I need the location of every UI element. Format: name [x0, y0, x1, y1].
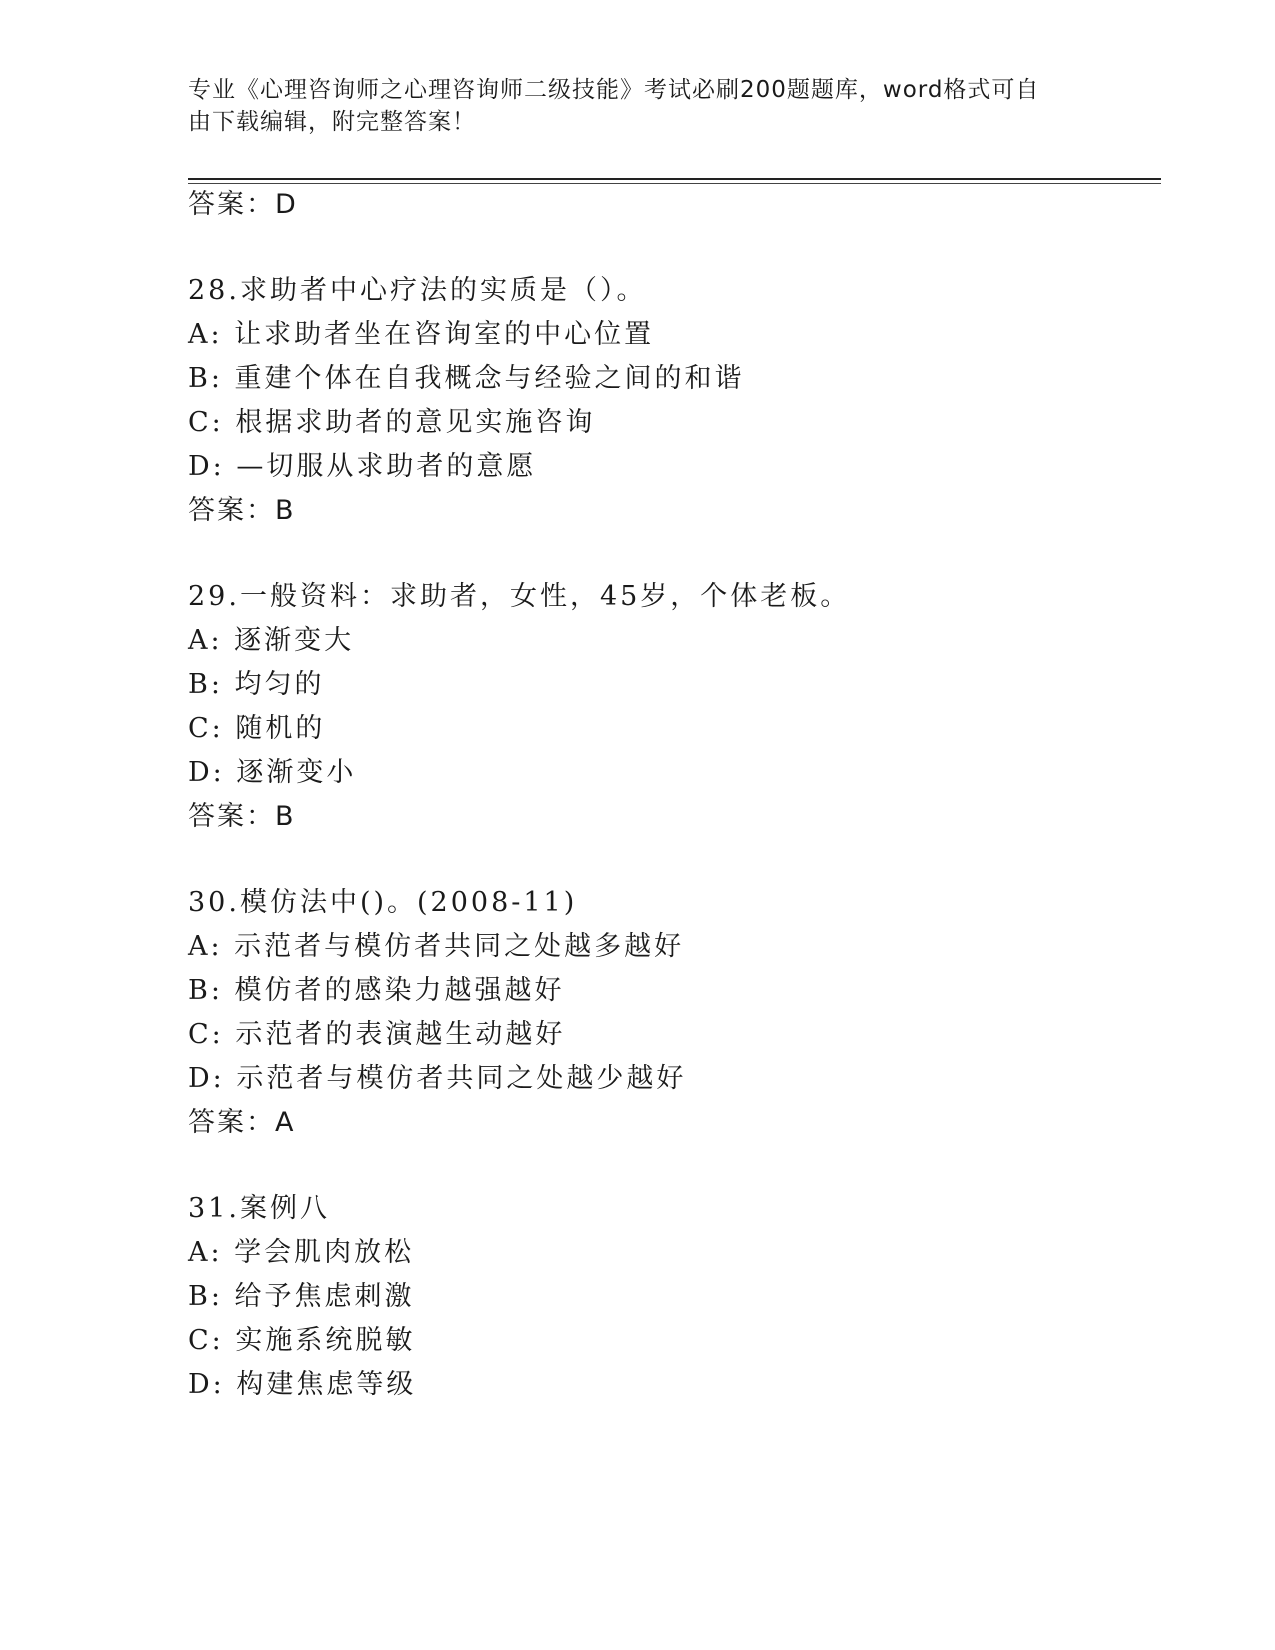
question-29-option-d: D: 逐渐变小	[188, 757, 357, 788]
question-31-option-a: A: 学会肌肉放松	[188, 1237, 415, 1268]
question-28-option-a: A: 让求助者坐在咨询室的中心位置	[188, 319, 655, 350]
question-30-option-c: C: 示范者的表演越生动越好	[188, 1019, 566, 1050]
question-28-option-c: C: 根据求助者的意见实施咨询	[188, 407, 596, 438]
question-30-stem: 30.模仿法中()。(2008-11)	[188, 887, 578, 918]
question-29-answer: 答案：B	[188, 801, 296, 832]
question-31-stem: 31.案例八	[188, 1193, 330, 1224]
question-29-option-c: C: 随机的	[188, 713, 326, 744]
question-28-answer: 答案：B	[188, 495, 296, 526]
header-line-1: 专业《心理咨询师之心理咨询师二级技能》考试必刷200题题库，word格式可自	[188, 77, 1040, 103]
header-divider-thin	[188, 183, 1161, 184]
question-31-option-b: B: 给予焦虑刺激	[188, 1281, 415, 1312]
question-31-option-c: C: 实施系统脱敏	[188, 1325, 416, 1356]
previous-answer: 答案：D	[188, 189, 298, 220]
question-29-stem: 29.一般资料：求助者，女性，45岁，个体老板。	[188, 581, 851, 612]
question-30-option-d: D: 示范者与模仿者共同之处越少越好	[188, 1063, 687, 1094]
header-note	[188, 74, 1088, 138]
question-31-option-d: D: 构建焦虑等级	[188, 1369, 417, 1400]
question-30-answer: 答案：A	[188, 1107, 296, 1138]
question-29-option-b: B: 均匀的	[188, 669, 325, 700]
question-30-option-a: A: 示范者与模仿者共同之处越多越好	[188, 931, 685, 962]
question-28-stem: 28.求助者中心疗法的实质是（）。	[188, 275, 647, 306]
question-29-option-a: A: 逐渐变大	[188, 625, 355, 656]
header-divider	[188, 178, 1161, 180]
question-28-option-d: D: —切服从求助者的意愿	[188, 451, 537, 482]
header-line-2: 由下载编辑，附完整答案！	[188, 109, 476, 135]
question-30-option-b: B: 模仿者的感染力越强越好	[188, 975, 565, 1006]
question-28-option-b: B: 重建个体在自我概念与经验之间的和谐	[188, 363, 745, 394]
